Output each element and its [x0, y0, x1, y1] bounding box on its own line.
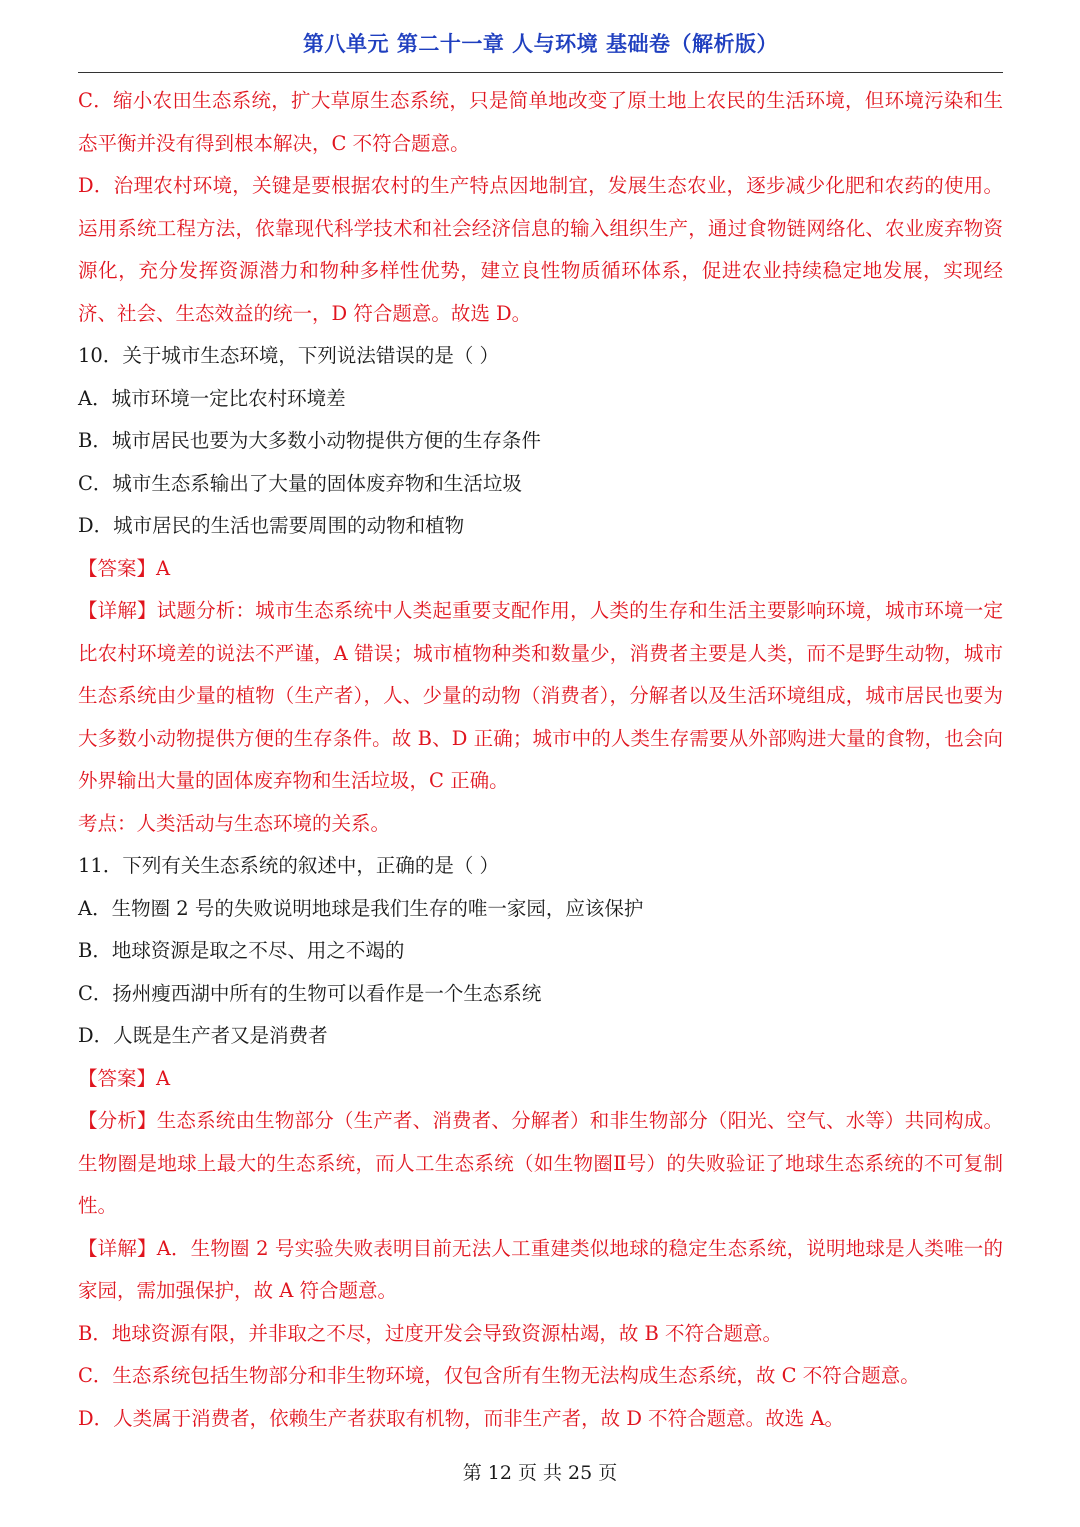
detail-tag: 【详解】: [78, 599, 157, 622]
detail-text: A．生物圈 2 号实验失败表明目前无法人工重建类似地球的稳定生态系统，说明地球是人类唯一的家园，需加强保护，故 A 符合题意。: [78, 1236, 1003, 1302]
answer-tag: 【答案】: [78, 1066, 157, 1090]
analysis-text: 生态系统由生物部分（生产者、消费者、分解者）和非生物部分（阳光、空气、水等）共同构成。生物圈是地球上最大的生态系统，而人工生态系统（如生物圈Ⅱ号）的失败验证了地球生态系统的不可复制性。: [78, 1109, 1003, 1217]
question-10-detail: [78, 590, 1003, 803]
detail-tag: 【详解】: [78, 1236, 157, 1260]
question-11-stem: 11．下列有关生态系统的叙述中，正确的是（ ）: [78, 854, 500, 877]
page-header-title: 第八单元 第二十一章 人与环境 基础卷（解析版）: [303, 32, 778, 56]
answer-value: A: [156, 1066, 171, 1090]
question-11-detail-a: [78, 1228, 1003, 1313]
question-10-stem: 10．关于城市生态环境，下列说法错误的是（ ）: [78, 344, 500, 367]
answer-value: A: [156, 556, 171, 580]
answer-tag: 【答案】: [78, 556, 157, 580]
question-11-option-a: A．生物圈 2 号的失败说明地球是我们生存的唯一家园，应该保护: [78, 896, 644, 920]
question-11-option-d: D．人既是生产者又是消费者: [78, 1024, 328, 1047]
header-rule: [78, 72, 1003, 73]
question-10-point: 考点：人类活动与生态环境的关系。: [78, 811, 391, 835]
question-11-option-b: B．地球资源是取之不尽、用之不竭的: [78, 939, 405, 962]
question-10-option-b: B．城市居民也要为大多数小动物提供方便的生存条件: [78, 429, 541, 452]
question-10-option-c: C．城市生态系输出了大量的固体废弃物和生活垃圾: [78, 471, 522, 495]
prev-option-c-explanation: C．缩小农田生态系统，扩大草原生态系统，只是简单地改变了原土地上农民的生活环境，但环境污染和生态平衡并没有得到根本解决，C 不符合题意。: [78, 89, 1003, 155]
question-11-option-c: C．扬州瘦西湖中所有的生物可以看作是一个生态系统: [78, 981, 542, 1005]
question-11-detail-d: D．人类属于消费者，依赖生产者获取有机物，而非生产者，故 D 不符合题意。故选 A。: [78, 1406, 844, 1430]
question-10-option-a: A．城市环境一定比农村环境差: [78, 386, 346, 410]
analysis-tag: 【分析】: [78, 1109, 157, 1132]
question-11-detail-c: C．生态系统包括生物部分和非生物环境，仅包含所有生物无法构成生态系统，故 C 不符合题意。: [78, 1364, 920, 1387]
question-10-answer: [78, 548, 1003, 591]
question-11-answer: [78, 1058, 1003, 1101]
detail-text: 试题分析：城市生态系统中人类起重要支配作用，人类的生存和生活主要影响环境，城市环境一定比农村环境差的说法不严谨，A 错误；城市植物种类和数量少，消费者主要是人类，而不是野生动物，城市生态系统由少量的植物（生产者），人、少量的动物（消费者），分解者以及生活环境组成，城市居民也要为大多数小动物提供方便的生存条件。故 B、D 正确；城市中的人类生存需要从外部购进大量的食物，也会向外界输出大量的固体废弃物和生活垃圾，C 正确。: [78, 599, 1003, 792]
page-content: [78, 80, 1003, 1440]
prev-option-d-explanation: D．治理农村环境，关键是要根据农村的生产特点因地制宜，发展生态农业，逐步减少化肥和农药的使用。运用系统工程方法，依靠现代科学技术和社会经济信息的输入组织生产，通过食物链网络化、农业废弃物资源化，充分发挥资源潜力和物种多样性优势，建立良性物质循环体系，促进农业持续稳定地发展，实现经济、社会、生态效益的统一，D 符合题意。故选 D。: [78, 174, 1003, 325]
page-number: 第 12 页 共 25 页: [462, 1462, 618, 1484]
question-11-analysis: [78, 1100, 1003, 1228]
question-10-option-d: D．城市居民的生活也需要周围的动物和植物: [78, 514, 465, 537]
question-11-detail-b: B．地球资源有限，并非取之不尽，过度开发会导致资源枯竭，故 B 不符合题意。: [78, 1321, 783, 1345]
